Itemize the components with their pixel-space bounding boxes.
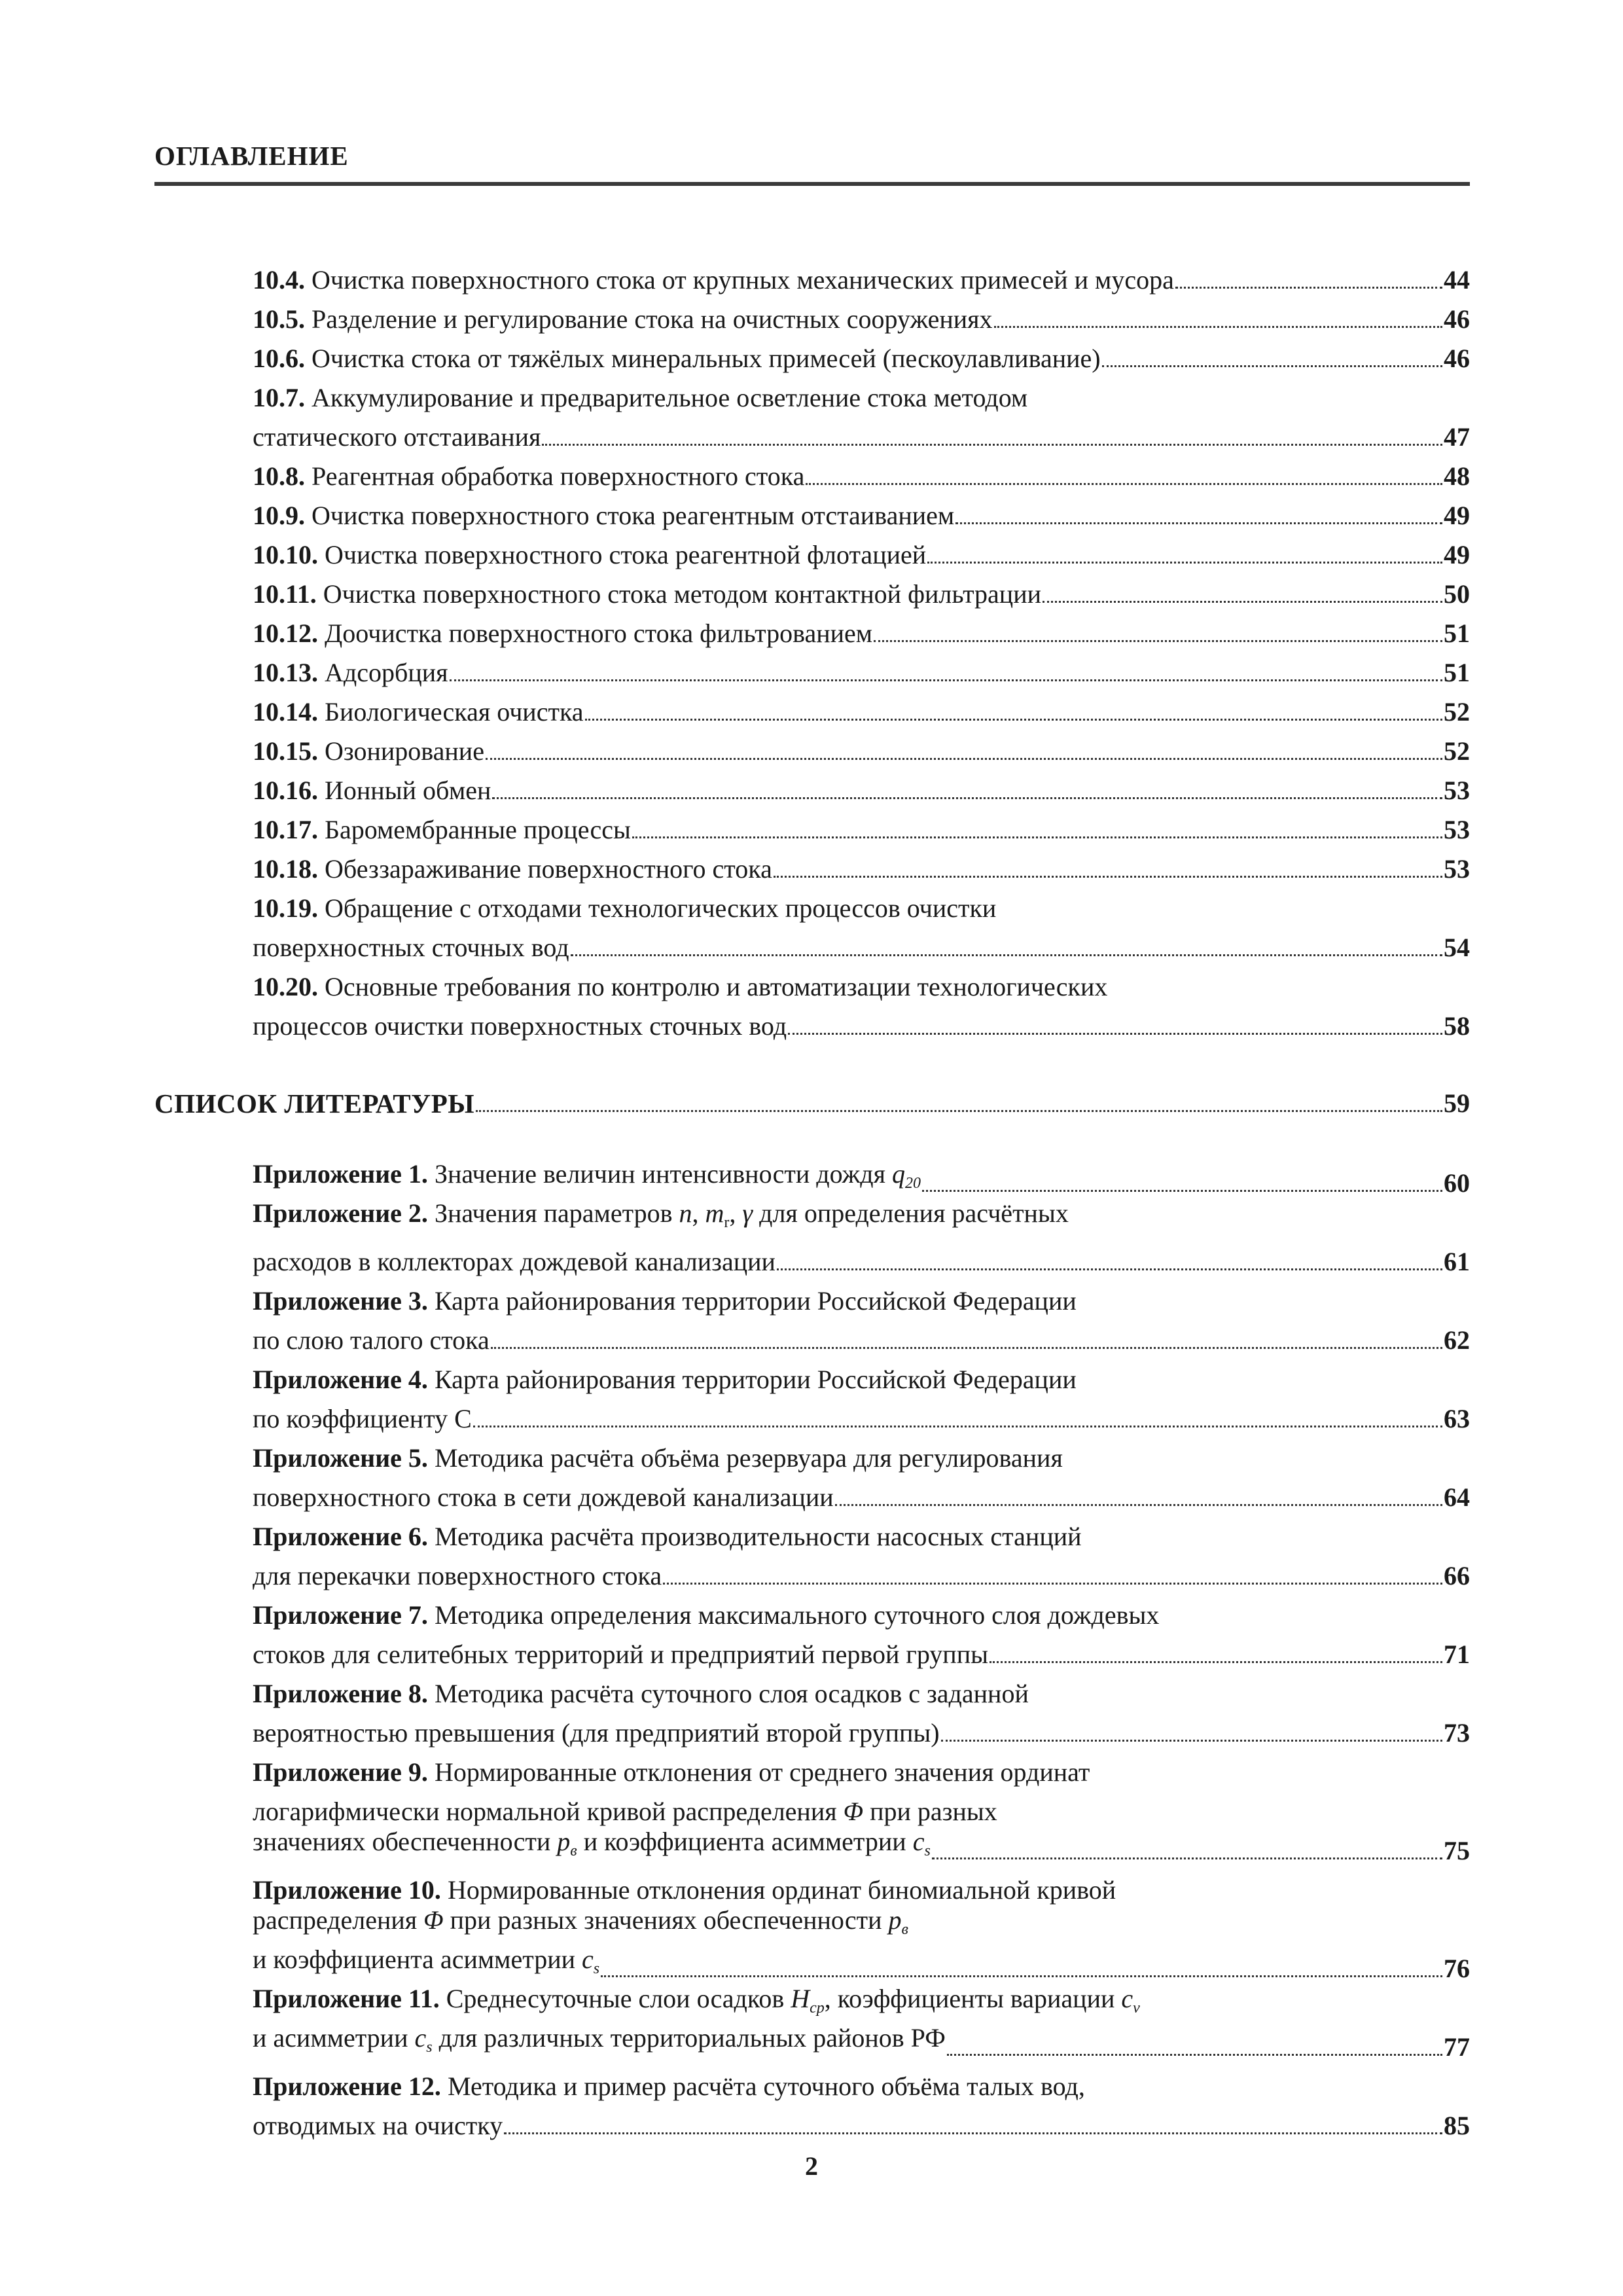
toc-appendix-continuation[interactable]: по коэффициенту С 63 xyxy=(253,1404,1470,1433)
page-ref: 58 xyxy=(1444,1011,1470,1041)
toc-appendix[interactable]: Приложение 8. Методика расчёта суточного слоя осадков с заданной xyxy=(253,1679,1029,1708)
page-ref: 53 xyxy=(1444,776,1470,805)
dot-leader xyxy=(1175,287,1442,289)
toc-entry[interactable]: 10.19. Обращение с отходами технологических процессов очистки xyxy=(253,893,997,923)
dot-leader xyxy=(491,1347,1442,1349)
page-ref: 52 xyxy=(1444,736,1470,766)
toc-appendix[interactable]: Приложение 10. Нормированные отклонения ординат биномиальной кривой xyxy=(253,1875,1116,1905)
dot-leader xyxy=(994,326,1442,328)
toc-appendix-continuation[interactable]: расходов в коллекторах дождевой канализации 61 xyxy=(253,1247,1470,1276)
toc-entry[interactable]: 10.4. Очистка поверхностного стока от крупных механических примесей и мусора 44 xyxy=(253,265,1470,295)
page-ref: 85 xyxy=(1444,2111,1470,2140)
toc-entry[interactable]: 10.10. Очистка поверхностного стока реагентной флотацией 49 xyxy=(253,540,1470,569)
page-title: ОГЛАВЛЕНИЕ xyxy=(154,141,349,171)
toc-entry-continuation[interactable]: статического отстаивания 47 xyxy=(253,422,1470,452)
symbol-n: n xyxy=(679,1198,692,1228)
toc-entry[interactable]: 10.20. Основные требования по контролю и автоматизации технологических xyxy=(253,972,1108,1001)
toc-entry[interactable]: 10.8. Реагентная обработка поверхностного стока 48 xyxy=(253,461,1470,491)
toc-appendix[interactable]: Приложение 6. Методика расчёта производительности насосных станций xyxy=(253,1522,1082,1551)
toc-appendix[interactable]: Приложение 9. Нормированные отклонения от среднего значения ординат xyxy=(253,1757,1090,1787)
toc-appendix-continuation[interactable]: и коэффициента асимметрии $c_s$ 76 xyxy=(253,1945,1470,1983)
page-ref: 53 xyxy=(1444,854,1470,884)
dot-leader xyxy=(450,679,1442,681)
page-ref: 50 xyxy=(1444,579,1470,609)
symbol-q: q xyxy=(891,1159,905,1189)
toc-entry-continuation[interactable]: поверхностных сточных вод 54 xyxy=(253,933,1470,962)
symbol-m: m xyxy=(705,1198,724,1228)
dot-leader xyxy=(874,640,1442,642)
toc-appendix-continuation[interactable]: по слою талого стока 62 xyxy=(253,1325,1470,1355)
page-ref: 46 xyxy=(1444,344,1470,373)
symbol-c: c xyxy=(414,2023,427,2053)
dot-leader xyxy=(1102,365,1442,367)
symbol-c: c xyxy=(582,1945,594,1974)
dot-leader xyxy=(777,1268,1442,1270)
toc-entry[interactable]: 10.16. Ионный обмен 53 xyxy=(253,776,1470,805)
toc-entry[interactable]: 10.14. Биологическая очистка 52 xyxy=(253,697,1470,726)
symbol-phi: Φ xyxy=(423,1905,444,1935)
toc-appendix-continuation[interactable]: и асимметрии $c_s$ для различных территориальных районов РФ 77 xyxy=(253,2023,1470,2062)
toc-entry[interactable]: 10.9. Очистка поверхностного стока реагентным отстаиванием 49 xyxy=(253,501,1470,530)
page-ref: 47 xyxy=(1444,422,1470,452)
literature-title: СПИСОК ЛИТЕРАТУРЫ xyxy=(154,1088,475,1119)
toc-entry[interactable]: 10.11. Очистка поверхностного стока методом контактной фильтрации 50 xyxy=(253,579,1470,609)
toc-appendix[interactable]: Приложение 12. Методика и пример расчёта суточного объёма талых вод, xyxy=(253,2072,1085,2101)
page-ref: 62 xyxy=(1444,1325,1470,1355)
toc-literature[interactable] xyxy=(154,1080,1470,1119)
page-ref: 64 xyxy=(1444,1482,1470,1512)
page-ref: 51 xyxy=(1444,619,1470,648)
dot-leader xyxy=(492,797,1442,799)
dot-leader xyxy=(542,444,1442,446)
dot-leader xyxy=(788,1033,1442,1035)
toc-entry-continuation[interactable]: процессов очистки поверхностных сточных вод 58 xyxy=(253,1011,1470,1041)
toc-appendix[interactable]: Приложение 1. Значение величин интенсивности дождя $q_{20}$ 60 xyxy=(253,1159,1470,1198)
page-ref: 53 xyxy=(1444,815,1470,844)
dot-leader xyxy=(955,522,1442,524)
toc-appendix-continuation[interactable]: стоков для селитебных территорий и предприятий первой группы 71 xyxy=(253,1640,1470,1669)
page-ref: 75 xyxy=(1444,1836,1470,1865)
toc-appendix[interactable]: Приложение 5. Методика расчёта объёма резервуара для регулирования xyxy=(253,1443,1063,1473)
dot-leader xyxy=(922,1190,1442,1192)
dot-leader xyxy=(504,2132,1442,2134)
symbol-c: c xyxy=(912,1827,925,1856)
toc-entry[interactable]: 10.15. Озонирование 52 xyxy=(253,736,1470,766)
dot-leader xyxy=(806,483,1442,485)
toc-appendix-continuation[interactable]: поверхностного стока в сети дождевой канализации 64 xyxy=(253,1482,1470,1512)
toc-entry[interactable]: 10.17. Баромембранные процессы 53 xyxy=(253,815,1470,844)
page-ref: 46 xyxy=(1444,304,1470,334)
dot-leader xyxy=(632,836,1442,838)
page-ref: 77 xyxy=(1444,2032,1470,2062)
dot-leader xyxy=(774,876,1442,878)
toc-appendix-continuation[interactable]: распределения Φ при разных значениях обеспеченности $p_в$ xyxy=(253,1905,908,1938)
toc-appendix[interactable]: Приложение 3. Карта районирования территории Российской Федерации xyxy=(253,1286,1077,1316)
toc-appendix[interactable]: Приложение 11. Среднесуточные слои осадков $H_{ср}$, коэффициенты вариации $c_v$ xyxy=(253,1984,1140,2017)
dot-leader xyxy=(571,954,1442,956)
dot-leader xyxy=(476,1110,1442,1112)
toc-appendix[interactable]: Приложение 4. Карта районирования территории Российской Федерации xyxy=(253,1365,1077,1394)
toc-appendix-continuation[interactable]: логарифмически нормальной кривой распределения Φ при разных xyxy=(253,1797,997,1826)
page-ref: 48 xyxy=(1444,461,1470,491)
dot-leader xyxy=(1043,601,1442,603)
dot-leader xyxy=(990,1661,1442,1663)
toc-entry[interactable]: 10.6. Очистка стока от тяжёлых минеральных примесей (пескоулавливание) 46 xyxy=(253,344,1470,373)
toc-entry[interactable]: 10.5. Разделение и регулирование стока на очистных сооружениях 46 xyxy=(253,304,1470,334)
page-ref: 52 xyxy=(1444,697,1470,726)
toc-appendix[interactable]: Приложение 2. Значения параметров n, $m_r$, γ для определения расчётных xyxy=(253,1198,1069,1231)
toc-appendix-continuation[interactable]: значениях обеспеченности $p_в$ и коэффициента асимметрии $c_s$ 75 xyxy=(253,1827,1470,1865)
toc-entry[interactable]: 10.12. Доочистка поверхностного стока фильтрованием 51 xyxy=(253,619,1470,648)
page-ref: 49 xyxy=(1444,540,1470,569)
dot-leader xyxy=(601,1975,1442,1977)
page-header xyxy=(154,140,1470,186)
toc-appendix-continuation[interactable]: вероятностью превышения (для предприятий второй группы) 73 xyxy=(253,1718,1470,1748)
page-ref: 54 xyxy=(1444,933,1470,962)
symbol-p: p xyxy=(557,1827,571,1856)
toc-entry[interactable]: 10.7. Аккумулирование и предварительное осветление стока методом xyxy=(253,383,1028,412)
dot-leader xyxy=(932,1857,1442,1859)
dot-leader xyxy=(473,1426,1442,1427)
page-ref: 60 xyxy=(1444,1168,1470,1198)
page-ref: 71 xyxy=(1444,1640,1470,1669)
dot-leader xyxy=(585,719,1442,721)
page-number: 2 xyxy=(805,2151,818,2181)
dot-leader xyxy=(663,1583,1442,1585)
dot-leader xyxy=(927,562,1442,564)
toc-appendix-continuation[interactable]: отводимых на очистку 85 xyxy=(253,2111,1470,2140)
symbol-phi: Φ xyxy=(843,1797,864,1826)
dot-leader xyxy=(486,758,1442,760)
toc-appendix[interactable]: Приложение 7. Методика определения максимального суточного слоя дождевых xyxy=(253,1600,1160,1630)
symbol-cv: c xyxy=(1121,1984,1133,2013)
page-ref: 59 xyxy=(1444,1088,1470,1118)
dot-leader xyxy=(941,1740,1442,1742)
page-ref: 66 xyxy=(1444,1561,1470,1590)
page-ref: 51 xyxy=(1444,658,1470,687)
page-ref: 76 xyxy=(1444,1954,1470,1983)
toc-entry[interactable]: 10.13. Адсорбция 51 xyxy=(253,658,1470,687)
dot-leader xyxy=(947,2054,1442,2056)
page-ref: 73 xyxy=(1444,1718,1470,1748)
page-ref: 61 xyxy=(1444,1247,1470,1276)
dot-leader xyxy=(835,1504,1442,1506)
toc-entry[interactable]: 10.18. Обеззараживание поверхностного стока 53 xyxy=(253,854,1470,884)
page-ref: 49 xyxy=(1444,501,1470,530)
symbol-H: H xyxy=(791,1984,810,2013)
symbol-gamma: γ xyxy=(742,1198,753,1228)
page-ref: 44 xyxy=(1444,265,1470,295)
page-ref: 63 xyxy=(1444,1404,1470,1433)
symbol-p: p xyxy=(888,1905,902,1935)
toc-appendix-continuation[interactable]: для перекачки поверхностного стока 66 xyxy=(253,1561,1470,1590)
